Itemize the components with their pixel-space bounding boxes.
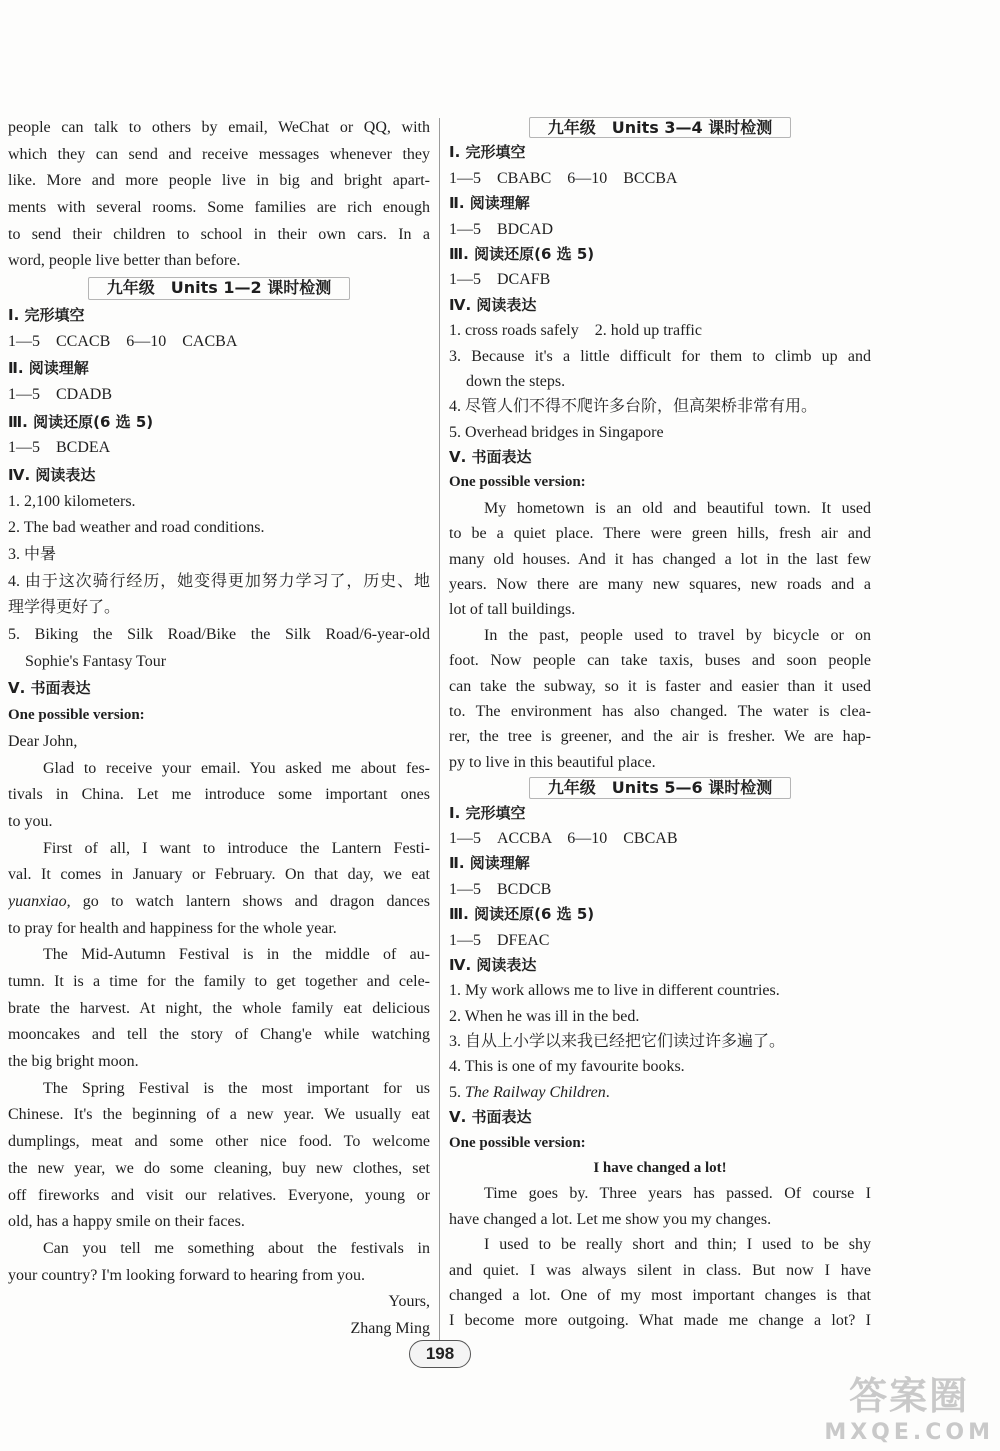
watermark-logo <box>824 1365 994 1445</box>
text-line <box>449 547 871 572</box>
text-line: 1—5 DCAFB <box>449 271 551 289</box>
text-line-content: The Mid-Autumn Festival is in the middle of au- <box>43 946 430 964</box>
text-line: 1. 2,100 kilometers. <box>8 492 136 510</box>
text-line <box>449 1080 871 1105</box>
section-heading <box>8 275 430 302</box>
text-line <box>8 622 430 649</box>
question-section-label: Ⅲ. 阅读还原(6 选 5) <box>449 244 595 263</box>
question-section-label: Ⅰ. 完形填空 <box>449 803 526 822</box>
text-line-content: changed a lot. One of my most important changes is that <box>449 1286 871 1304</box>
section-heading-text: 九年级 Units 5—6 课时检测 <box>547 778 773 798</box>
question-section-label: Ⅳ. 阅读表达 <box>8 465 96 484</box>
question-section-label: Ⅱ. 阅读理解 <box>8 359 89 378</box>
sample-label: One possible version: <box>449 474 586 491</box>
question-section-label: Ⅲ. 阅读还原(6 选 5) <box>449 905 595 924</box>
text-line <box>8 889 430 916</box>
text-line: the big bright moon. <box>8 1053 139 1071</box>
text-line <box>449 724 871 749</box>
text-line: 2. The bad weather and road conditions. <box>8 519 265 537</box>
text-line-content: mooncakes and tell the story of Chang'e while watching <box>8 1026 430 1044</box>
page-number: 198 <box>409 1340 471 1368</box>
text-line <box>8 996 430 1023</box>
text-line-content: tumn. It is a time for the family to get together and cele- <box>8 973 430 990</box>
text-line <box>449 1258 871 1283</box>
right-column <box>449 115 871 1334</box>
text-line-content: Chinese. It's the beginning of a new year. We usually eat <box>8 1106 430 1124</box>
question-section-label: Ⅲ. 阅读还原(6 选 5) <box>8 412 154 431</box>
paragraph-first-line <box>449 1181 871 1206</box>
text-line: word, people live better than before. <box>8 252 241 270</box>
text-line-content <box>8 889 430 916</box>
question-section-label: Ⅱ. 阅读理解 <box>449 854 530 873</box>
text-line-content: and quiet. I was always silent in class. But now I have <box>449 1261 871 1279</box>
text-line-content: My hometown is an old and beautiful town. It used <box>484 499 871 517</box>
text-line <box>8 782 430 809</box>
text-line: 1—5 CCACB 6—10 CACBA <box>8 332 238 350</box>
text-line <box>8 115 430 142</box>
text-line-content: tivals in China. Let me introduce some important ones <box>8 786 430 804</box>
text-line: 3. 中暑 <box>8 546 57 563</box>
paragraph-first-line <box>8 836 430 863</box>
text-line-content: 5. Biking the Silk Road/Bike the Silk Road/6-year-old <box>8 626 430 644</box>
text-line-content: val. It comes in January or February. On that day, we eat <box>8 866 430 884</box>
text-line <box>449 1308 871 1333</box>
text-line: 1—5 ACCBA 6—10 CBCAB <box>449 829 678 847</box>
text-line <box>8 1156 430 1183</box>
text-line-content: people can talk to others by email, WeChat or QQ, with <box>8 119 430 136</box>
book-title: The Railway Children <box>465 1083 606 1101</box>
text-line: down the steps. <box>466 372 566 390</box>
question-section-label: Ⅰ. 完形填空 <box>449 143 526 162</box>
text-line: 2. When he was ill in the bed. <box>449 1007 640 1025</box>
text-line: 1—5 BCDEA <box>8 439 111 457</box>
text-line: lot of tall buildings. <box>449 601 576 619</box>
text-line <box>8 1129 430 1156</box>
text-line <box>8 1183 430 1210</box>
watermark-text: 答案圈 <box>849 1374 970 1418</box>
paragraph-first-line <box>449 1232 871 1257</box>
text-line: your country? I'm looking forward to hearing from you. <box>8 1266 366 1284</box>
text-line: 3. 自从上小学以来我已经把它们读过许多遍了。 <box>449 1033 786 1051</box>
text-line <box>8 862 430 889</box>
text-line-content: I become more outgoing. What made me change a lot? I <box>449 1312 871 1330</box>
text-run: , go to watch lantern shows and dragon dances <box>66 892 430 910</box>
text-line: 理学得更好了。 <box>8 599 121 617</box>
text-line: 1. My work allows me to live in different countries. <box>449 982 780 1000</box>
text-line-content: the new year, we do some cleaning, buy new clothes, set <box>8 1159 430 1177</box>
question-section-label: Ⅳ. 阅读表达 <box>449 295 537 314</box>
text-line <box>8 195 430 222</box>
text-line-content: to send their children to school in their own cars. In a <box>8 225 430 243</box>
italic-word: yuanxiao <box>8 892 67 910</box>
text-line-content: foot. Now people can take taxis, buses and soon people <box>449 652 871 670</box>
left-column <box>8 115 430 1343</box>
text-line-content: many old houses. And it has changed a lot in the last few <box>449 550 871 568</box>
paragraph-first-line <box>8 1076 430 1103</box>
text-run: 5. <box>449 1083 465 1101</box>
text-line-content: Time goes by. Three years has passed. Of course I <box>484 1185 871 1203</box>
question-section-label: Ⅰ. 完形填空 <box>8 305 85 324</box>
text-line-content: brate the harvest. At night, the whole family eat delicious <box>8 999 430 1017</box>
text-line-content: ments with several rooms. Some families are rich enough <box>8 199 430 217</box>
text-run: . <box>605 1083 610 1101</box>
text-line-content: to be a quiet place. There were green hills, fresh air and <box>449 525 871 543</box>
question-section-label: Ⅴ. 书面表达 <box>8 679 91 698</box>
paragraph-first-line <box>8 756 430 783</box>
essay-title: I have changed a lot! <box>593 1160 727 1177</box>
text-line: 4. 尽管人们不得不爬许多台阶，但高架桥非常有用。 <box>449 398 818 416</box>
text-line: Sophie's Fantasy Tour <box>25 652 167 670</box>
question-section-label: Ⅴ. 书面表达 <box>449 1108 532 1127</box>
text-line <box>449 1283 871 1308</box>
question-section-label: Ⅱ. 阅读理解 <box>449 194 530 213</box>
text-line-content: to. The environment has also changed. The water is clea- <box>449 702 871 720</box>
letter-signoff: Zhang Ming <box>350 1319 430 1337</box>
text-line <box>8 1102 430 1129</box>
text-line: to pray for health and happiness for the whole year. <box>8 919 337 937</box>
text-line-content: dumplings, meat and some other nice food. To welcome <box>8 1133 430 1151</box>
text-line: 5. Overhead bridges in Singapore <box>449 423 664 441</box>
text-line-content: Can you tell me something about the festivals in <box>43 1239 430 1257</box>
text-line-content: like. More and more people live in big and bright apart- <box>8 172 430 190</box>
paragraph-first-line <box>8 942 430 969</box>
text-line: 1. cross roads safely 2. hold up traffic <box>449 322 702 340</box>
paragraph-first-line <box>449 496 871 521</box>
text-line: 4. This is one of my favourite books. <box>449 1058 685 1076</box>
text-line <box>8 569 430 596</box>
text-line: have changed a lot. Let me show you my changes. <box>449 1210 772 1228</box>
text-line <box>449 344 871 369</box>
column-divider <box>439 118 440 1358</box>
text-line-content: I used to be really short and thin; I used to be shy <box>484 1236 871 1254</box>
text-line-content: off fireworks and visit our relatives. Everyone, young or <box>8 1186 430 1204</box>
text-line <box>8 168 430 195</box>
text-line: 1—5 CDADB <box>8 385 113 403</box>
text-line <box>449 648 871 673</box>
text-line <box>449 521 871 546</box>
text-line <box>8 222 430 249</box>
question-section-label: Ⅳ. 阅读表达 <box>449 955 537 974</box>
sample-label: One possible version: <box>449 1134 586 1151</box>
text-line-content: which they can send and receive messages whenever they <box>8 145 430 163</box>
section-heading <box>449 115 871 140</box>
text-line <box>449 674 871 699</box>
text-line-content: First of all, I want to introduce the Lantern Festi- <box>43 839 430 857</box>
text-line-content: Glad to receive your email. You asked me about fes- <box>43 759 430 777</box>
text-line: py to live in this beautiful place. <box>449 753 656 771</box>
paragraph-first-line <box>449 623 871 648</box>
text-line-content: The Spring Festival is the most important for us <box>43 1079 430 1097</box>
text-line: to you. <box>8 812 53 830</box>
text-line-content: In the past, people used to travel by bicycle or on <box>484 626 871 644</box>
text-line: old, has a happy smile on their faces. <box>8 1213 245 1231</box>
text-line: 1—5 DFEAC <box>449 931 550 949</box>
text-line <box>449 572 871 597</box>
watermark-url: MXQE.COM <box>824 1420 994 1445</box>
text-line <box>8 1022 430 1049</box>
text-line: 1—5 BDCAD <box>449 220 554 238</box>
text-line-content: 3. Because it's a little difficult for them to climb up and <box>449 347 871 365</box>
text-line-content: rer, the tree is greener, and the air is fresher. We are hap- <box>449 728 871 746</box>
letter-signoff: Yours, <box>388 1293 430 1311</box>
section-heading-text: 九年级 Units 1—2 课时检测 <box>106 278 332 298</box>
text-line <box>449 699 871 724</box>
text-line-content: years. Now there are many new squares, new roads and a <box>449 576 871 594</box>
text-line: 1—5 BCDCB <box>449 880 552 898</box>
text-line <box>8 969 430 996</box>
paragraph-first-line <box>8 1236 430 1263</box>
sample-label: One possible version: <box>8 707 145 724</box>
section-heading <box>449 775 871 800</box>
text-line: 1—5 CBABC 6—10 BCCBA <box>449 169 678 187</box>
text-line: Dear John, <box>8 732 78 750</box>
section-heading-text: 九年级 Units 3—4 课时检测 <box>547 118 773 137</box>
question-section-label: Ⅴ. 书面表达 <box>449 448 532 467</box>
text-line-content: 4. 由于这次骑行经历，她变得更加努力学习了，历史、地 <box>8 572 430 590</box>
text-line-content: can take the subway, so it is faster and easier than it used <box>449 677 871 695</box>
text-line <box>8 142 430 169</box>
